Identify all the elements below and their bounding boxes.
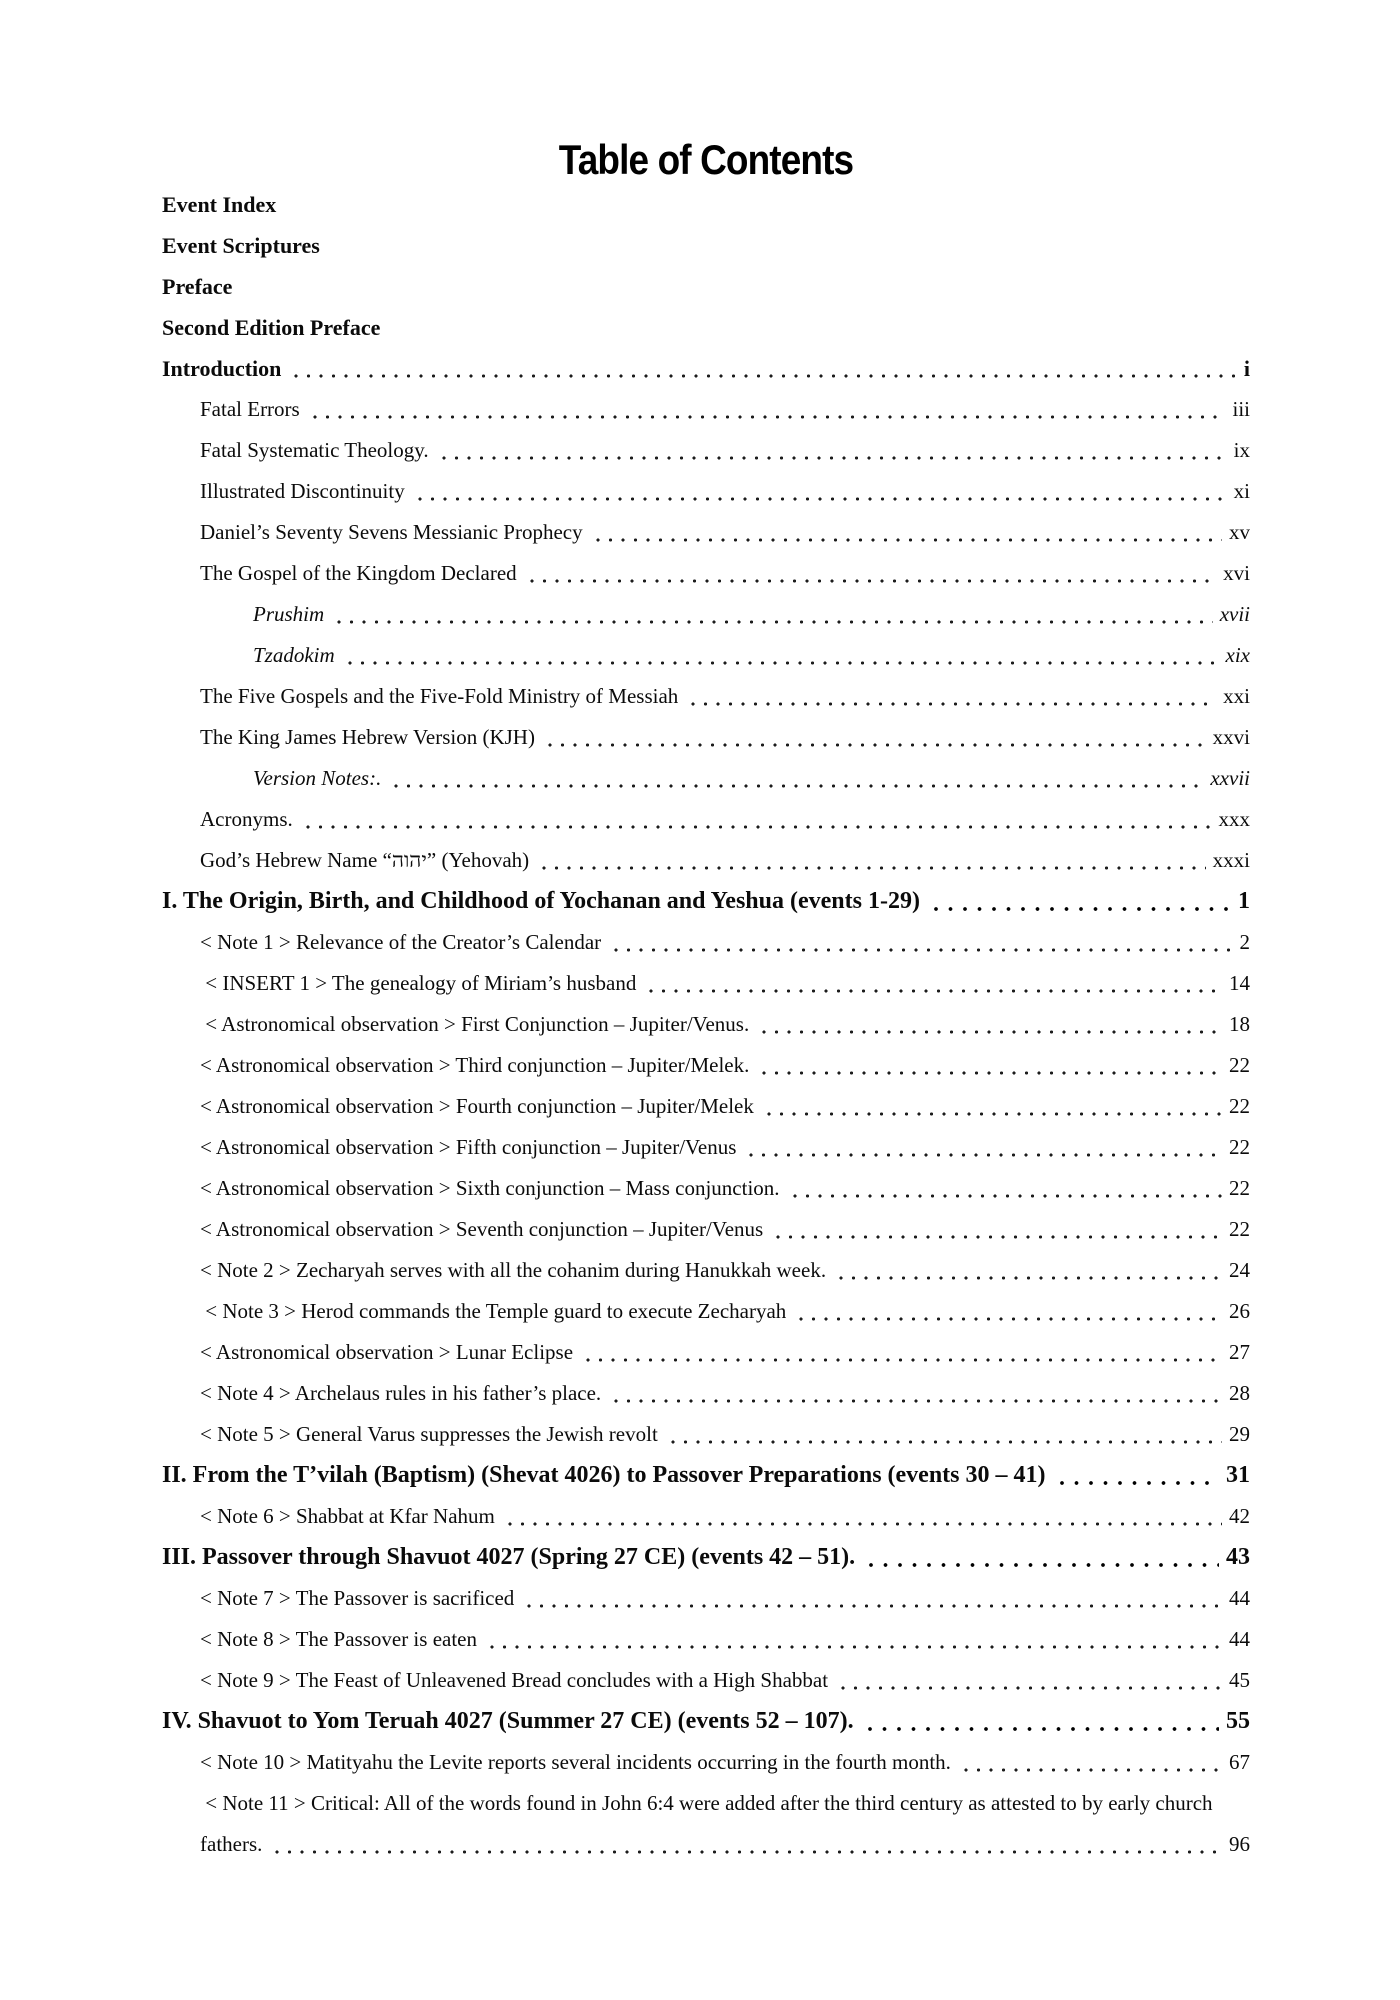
toc-dot-leader [610,1373,1222,1414]
toc-row-label: Version Notes:. [253,766,382,790]
toc-dot-leader [523,1578,1222,1619]
toc-page-number: 55 [1226,1708,1250,1734]
toc-page-number: 44 [1229,1586,1250,1610]
toc-row [162,1783,1250,1824]
toc-row-label: I. The Origin, Birth, and Childhood of Yochanan and Yeshua (events 1-29) [162,888,920,914]
toc-page-number: ix [1233,438,1250,462]
toc-row [162,1414,1250,1455]
toc-row [162,963,1250,1004]
toc-row-label: Daniel’s Seventy Sevens Messianic Prophecy [200,520,583,544]
toc-dot-leader [538,840,1205,881]
toc-page-number: 22 [1229,1217,1250,1241]
toc-page-number: 14 [1229,971,1250,995]
toc-row [162,1291,1250,1332]
toc-row [162,1373,1250,1414]
toc-dot-leader [795,1291,1222,1332]
toc-row [162,676,1250,717]
toc-row-label: < Note 10 > Matityahu the Levite reports several incidents occurring in the fourth month. [200,1750,951,1774]
toc-row-label: < Astronomical observation > First Conjunction – Jupiter/Venus. [200,1012,750,1036]
toc-row [162,1742,1250,1783]
toc-row [162,184,1250,225]
toc-page-number: 22 [1229,1053,1250,1077]
toc-dot-leader [960,1742,1222,1783]
toc-row-label: < Astronomical observation > Lunar Eclipse [200,1340,574,1364]
toc-dot-leader [486,1619,1222,1660]
toc-dot-leader [929,881,1231,922]
toc-row [162,1496,1250,1537]
toc-dot-leader [837,1660,1222,1701]
toc-row-label: fathers. [200,1832,263,1856]
toc-dot-leader [687,676,1216,717]
toc-dot-leader [438,430,1227,471]
toc-dot-leader [745,1127,1222,1168]
toc-page-number: 22 [1229,1094,1250,1118]
toc-row-label: Fatal Systematic Theology. [200,438,429,462]
toc-row [162,799,1250,840]
toc-page-number: 28 [1229,1381,1250,1405]
toc-row-label: The King James Hebrew Version (KJH) [200,725,535,749]
toc-dot-leader [667,1414,1222,1455]
toc-row [162,635,1250,676]
toc-dot-leader [835,1250,1222,1291]
toc-row [162,1332,1250,1373]
toc-page-number: xxxi [1212,848,1250,872]
toc-row-label: The Five Gospels and the Five-Fold Ministry of Messiah [200,684,679,708]
toc-row-label: Preface [162,274,233,299]
toc-dot-leader [526,553,1217,594]
toc-page-number: xix [1225,643,1250,667]
toc-row-label: III. Passover through Shavuot 4027 (Spring 27 CE) (events 42 – 51). [162,1544,856,1570]
toc-row-label: The Gospel of the Kingdom Declared [200,561,517,585]
toc-row [162,1168,1250,1209]
page-title: Table of Contents [558,136,854,183]
toc-page-number: 29 [1229,1422,1250,1446]
toc-dot-leader [592,512,1222,553]
toc-page-number: 45 [1229,1668,1250,1692]
toc-dot-leader [610,922,1232,963]
toc-row [162,225,1250,266]
toc-row [162,1045,1250,1086]
toc-page-number: xxx [1218,807,1250,831]
toc-row-label: < Astronomical observation > Third conjunction – Jupiter/Melek. [200,1053,750,1077]
toc-row [162,1455,1250,1496]
toc-row [162,266,1250,307]
toc-row-label: Tzadokim [253,643,335,667]
toc-page-number: xi [1233,479,1250,503]
toc-dot-leader [758,1004,1222,1045]
toc-row-label: < Note 3 > Herod commands the Temple guard to execute Zecharyah [200,1299,787,1323]
toc-page-number: 22 [1229,1135,1250,1159]
toc-row [162,1578,1250,1619]
toc-page-number: 42 [1229,1504,1250,1528]
toc-row-label: < Note 9 > The Feast of Unleavened Bread concludes with a High Shabbat [200,1668,829,1692]
toc-row [162,512,1250,553]
toc-dot-leader [390,758,1203,799]
toc-page-number: xvi [1223,561,1250,585]
toc-row-label: Fatal Errors [200,397,300,421]
toc-dot-leader [789,1168,1222,1209]
toc-row [162,758,1250,799]
toc-dot-leader [864,1537,1219,1578]
toc-row-label: < Astronomical observation > Fifth conjunction – Jupiter/Venus [200,1135,737,1159]
toc-row-label: Acronyms. [200,807,293,831]
toc-page-number: xvii [1219,602,1250,626]
toc-row [162,1619,1250,1660]
toc-page-number: i [1243,356,1250,381]
toc-row [162,307,1250,348]
toc-dot-leader [309,389,1226,430]
toc-page-number: 27 [1229,1340,1250,1364]
toc-dot-leader [772,1209,1222,1250]
toc-row-label: God’s Hebrew Name “יהוה” (Yehovah) [200,848,530,872]
toc-row-label: Introduction [162,356,282,381]
toc-page-number: 44 [1229,1627,1250,1651]
toc-row [162,1086,1250,1127]
toc-row [162,881,1250,922]
toc-page-number: 96 [1229,1832,1250,1856]
toc-row [162,922,1250,963]
toc-page-number: xxvii [1210,766,1250,790]
toc-row-label: < INSERT 1 > The genealogy of Miriam’s husband [200,971,637,995]
toc-dot-leader [504,1496,1222,1537]
toc-row-label: < Astronomical observation > Seventh conjunction – Jupiter/Venus [200,1217,764,1241]
toc-row [162,1250,1250,1291]
toc-row-label: < Astronomical observation > Sixth conjunction – Mass conjunction. [200,1176,780,1200]
toc-row-label: < Note 5 > General Varus suppresses the Jewish revolt [200,1422,658,1446]
toc-dot-leader [758,1045,1222,1086]
toc-row-label: < Note 4 > Archelaus rules in his father’s place. [200,1381,602,1405]
toc-row-label: IV. Shavuot to Yom Teruah 4027 (Summer 27 CE) (events 52 – 107). [162,1708,854,1734]
toc-row [162,594,1250,635]
toc-page-number: 2 [1239,930,1250,954]
toc-row-label: < Note 6 > Shabbat at Kfar Nahum [200,1504,495,1528]
toc-row-label: Illustrated Discontinuity [200,479,405,503]
toc-page-number: 31 [1226,1462,1250,1488]
toc-row-label: < Note 11 > Critical: All of the words found in John 6:4 were added after the third century as attested to by early church [200,1791,1213,1815]
toc-page-number: 43 [1226,1544,1250,1570]
toc-page-number: iii [1232,397,1250,421]
toc-row [162,1209,1250,1250]
toc-dot-leader [271,1824,1222,1865]
toc-row [162,1004,1250,1045]
toc-row [162,1537,1250,1578]
toc-dot-leader [333,594,1213,635]
toc-row [162,1127,1250,1168]
toc-dot-leader [582,1332,1222,1373]
toc-page-number: 24 [1229,1258,1250,1282]
toc-dot-leader [290,348,1236,389]
toc-row [162,553,1250,594]
toc-dot-leader [302,799,1212,840]
toc-row [162,1701,1250,1742]
toc-row-label: Event Index [162,192,277,217]
toc-dot-leader [645,963,1222,1004]
toc-dot-leader [1055,1455,1220,1496]
toc-page-number: 22 [1229,1176,1250,1200]
toc-list [162,184,1250,1865]
toc-page-number: xv [1229,520,1250,544]
toc-row-label: < Note 1 > Relevance of the Creator’s Calendar [200,930,602,954]
toc-page-number: xxvi [1212,725,1250,749]
toc-row [162,840,1250,881]
toc-page-number: 1 [1238,888,1250,914]
toc-row [162,1660,1250,1701]
toc-row-label: < Note 2 > Zecharyah serves with all the cohanim during Hanukkah week. [200,1258,827,1282]
toc-row [162,471,1250,512]
toc-row [162,430,1250,471]
toc-row [162,717,1250,758]
toc-row-label: Prushim [253,602,325,626]
toc-dot-leader [344,635,1219,676]
toc-dot-leader [863,1701,1219,1742]
toc-page-number: 67 [1229,1750,1250,1774]
toc-row [162,1824,1250,1865]
toc-row-label: Event Scriptures [162,233,320,258]
toc-dot-leader [763,1086,1222,1127]
toc-row-label: < Astronomical observation > Fourth conjunction – Jupiter/Melek [200,1094,754,1118]
toc-dot-leader [414,471,1227,512]
toc-row-label: < Note 7 > The Passover is sacrificed [200,1586,515,1610]
toc-page-number: 18 [1229,1012,1250,1036]
toc-page-number: xxi [1223,684,1250,708]
toc-row-label: Second Edition Preface [162,315,381,340]
toc-row [162,348,1250,389]
toc-page-number: 26 [1229,1299,1250,1323]
toc-dot-leader [544,717,1206,758]
toc-row [162,389,1250,430]
toc-row-label: II. From the T’vilah (Baptism) (Shevat 4026) to Passover Preparations (events 30 – 41) [162,1462,1046,1488]
toc-row-label: < Note 8 > The Passover is eaten [200,1627,477,1651]
